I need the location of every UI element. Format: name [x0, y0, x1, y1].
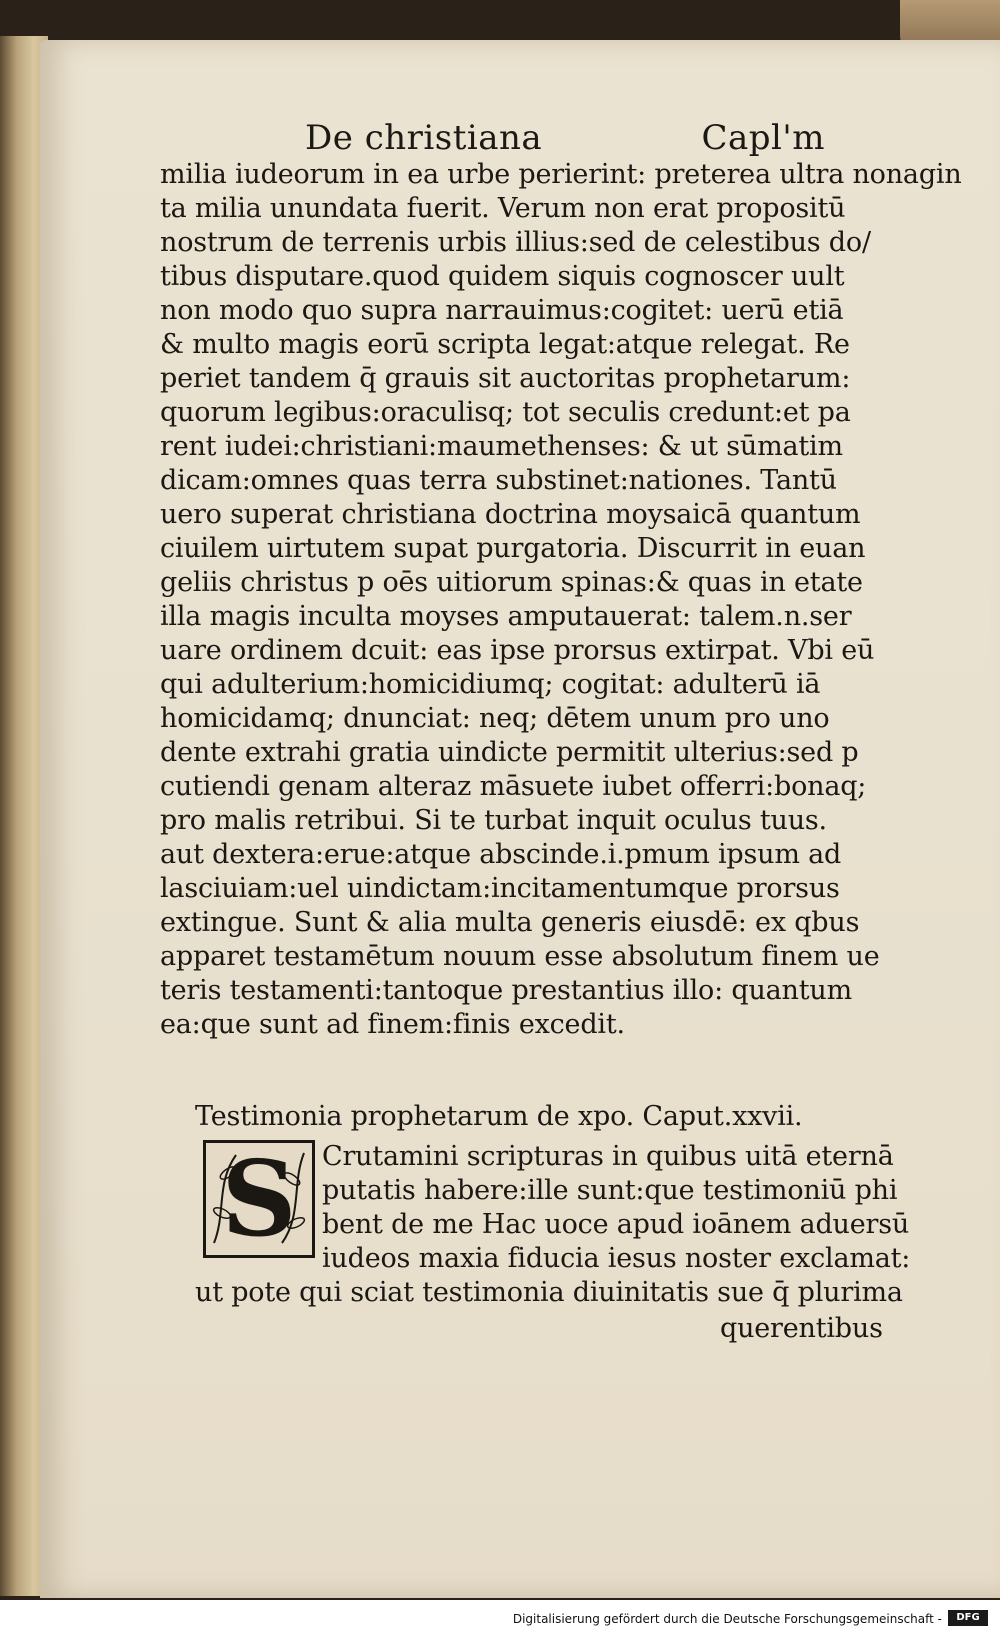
text-line: nostrum de terrenis urbis illius:sed de celestibus do/	[160, 227, 871, 258]
footer-credit: Digitalisierung gefördert durch die Deutsche Forschungsgemeinschaft -	[512, 1612, 942, 1626]
text-line: extingue. Sunt & alia multa generis eiusdē: ex qbus	[160, 907, 860, 938]
text-line: apparet testamētum nouum esse absolutum finem ue	[160, 941, 880, 972]
text-line: putatis habere:ille sunt:que testimoniū phi	[322, 1175, 898, 1206]
text-line: qui adulterium:homicidiumq; cogitat: adulterū iā	[160, 669, 821, 700]
chapter-heading: Testimonia prophetarum de xpo. Caput.xxvii.	[195, 1101, 803, 1132]
running-header-chapter: Capl'm	[701, 118, 825, 158]
initial-letter: S	[221, 1137, 297, 1260]
text-line: Crutamini scripturas in quibus uitā eternā	[322, 1141, 894, 1172]
text-line: rent iudei:christiani:maumethenses: & ut sūmatim	[160, 431, 843, 462]
text-line: ta milia unundata fuerit. Verum non erat propositū	[160, 193, 846, 224]
text-line: pro malis retribui. Si te turbat inquit oculus tuus.	[160, 805, 827, 836]
text-line: dicam:omnes quas terra substinet:nationes. Tantū	[160, 465, 837, 496]
text-line: ut pote qui sciat testimonia diuinitatis sue q̄ plurima	[195, 1277, 903, 1308]
footer-bar	[0, 1600, 1000, 1636]
text-line: ea:que sunt ad finem:finis excedit.	[160, 1009, 625, 1040]
text-line: tibus disputare.quod quidem siquis cognoscer uult	[160, 261, 845, 292]
text-line: ciuilem uirtutem supat purgatoria. Discurrit in euan	[160, 533, 866, 564]
catchword: querentibus	[720, 1313, 883, 1344]
text-line: uare ordinem dcuit: eas ipse prorsus extirpat. Vbi eū	[160, 635, 875, 666]
text-line: geliis christus p oēs uitiorum spinas:& quas in etate	[160, 567, 863, 598]
text-line: iudeos maxia fiducia iesus noster exclamat:	[322, 1243, 911, 1274]
dfg-logo: DFG	[948, 1610, 988, 1626]
text-line: bent de me Hac uoce apud ioānem aduersū	[322, 1209, 910, 1240]
text-line: quorum legibus:oraculisq; tot seculis credunt:et pa	[160, 397, 851, 428]
text-line: & multo magis eorū scripta legat:atque relegat. Re	[160, 329, 850, 360]
text-line: lasciuiam:uel uindictam:incitamentumque prorsus	[160, 873, 840, 904]
text-line: dente extrahi gratia uindicte permitit ulterius:sed p	[160, 737, 859, 768]
text-line: teris testamenti:tantoque prestantius illo: quantum	[160, 975, 852, 1006]
decorated-initial	[203, 1137, 315, 1260]
running-header-title: De christiana	[305, 118, 543, 158]
text-line: non modo quo supra narrauimus:cogitet: uerū etiā	[160, 295, 844, 326]
text-line: homicidamq; dnunciat: neq; dētem unum pro uno	[160, 703, 830, 734]
text-line: cutiendi genam alteraz māsuete iubet offerri:bonaq;	[160, 771, 867, 802]
text-line: uero superat christiana doctrina moysaicā quantum	[160, 499, 861, 530]
text-line: aut dextera:erue:atque abscinde.i.pmum ipsum ad	[160, 839, 842, 870]
text-line: illa magis inculta moyses amputauerat: talem.n.ser	[160, 601, 852, 632]
text-line: periet tandem q̄ grauis sit auctoritas prophetarum:	[160, 363, 851, 394]
running-header	[305, 118, 825, 158]
text-line: milia iudeorum in ea urbe perierint: preterea ultra nonagin	[160, 159, 962, 190]
